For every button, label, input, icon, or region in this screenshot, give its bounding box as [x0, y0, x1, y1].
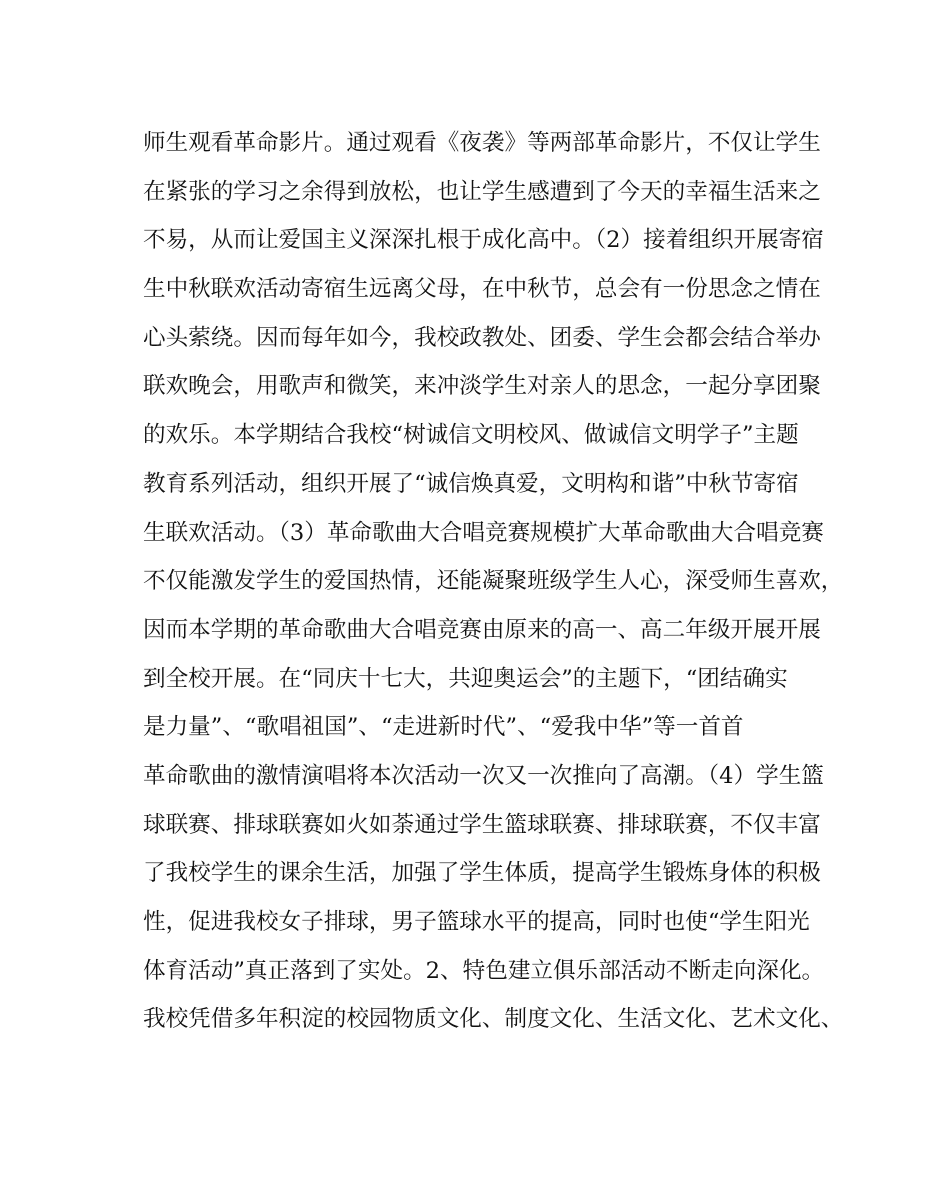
body-text [143, 119, 844, 1044]
text-line: 我校凭借多年积淀的校园物质文化、制度文化、生活文化、艺术文化、 [143, 1006, 844, 1033]
text-line: 在紧张的学习之余得到放松，也让学生感遭到了今天的幸福生活来之 [143, 178, 821, 205]
text-line: 性，促进我校女子排球，男子篮球水平的提高，同时也使“学生阳光 [143, 909, 810, 935]
text-line: 不易，从而让爱国主义深深扎根于成化高中。（2）接着组织开展寄宿 [143, 227, 824, 254]
text-line: 师生观看革命影片。通过观看《夜袭》等两部革命影片，不仅让学生 [143, 130, 821, 156]
text-line: 联欢晚会，用歌声和微笑，来冲淡学生对亲人的思念，一起分享团聚 [143, 373, 821, 400]
text-line: 心头萦绕。因而每年如今，我校政教处、团委、学生会都会结合举办 [143, 324, 821, 351]
text-line: 因而本学期的革命歌曲大合唱竞赛由原来的高一、高二年级开展开展 [143, 616, 821, 643]
text-line: 的欢乐。本学期结合我校“树诚信文明校风、做诚信文明学子”主题 [143, 422, 799, 449]
text-line: 教育系列活动，组织开展了“诚信焕真爱，文明构和谐”中秋节寄宿 [143, 470, 799, 497]
text-line: 生联欢活动。（3）革命歌曲大合唱竞赛规模扩大革命歌曲大合唱竞赛 [143, 519, 824, 546]
text-line: 球联赛、排球联赛如火如荼通过学生篮球联赛、排球联赛，不仅丰富 [143, 811, 821, 838]
text-line: 是力量”、“歌唱祖国”、“走进新时代”、“爱我中华”等一首首 [143, 714, 744, 741]
text-line: 不仅能激发学生的爱国热情，还能凝聚班级学生人心，深受师生喜欢， [143, 568, 844, 595]
text-line: 到全校开展。在“同庆十七大，共迎奥运会”的主题下，“团结确实 [143, 665, 788, 692]
text-line: 体育活动”真正落到了实处。2、特色建立俱乐部活动不断走向深化。 [143, 957, 825, 984]
text-line: 革命歌曲的激情演唱将本次活动一次又一次推向了高潮。（4）学生篮 [143, 762, 824, 789]
text-line: 生中秋联欢活动寄宿生远离父母，在中秋节，总会有一份思念之情在 [143, 276, 821, 303]
text-line: 了我校学生的课余生活，加强了学生体质，提高学生锻炼身体的积极 [143, 860, 821, 887]
